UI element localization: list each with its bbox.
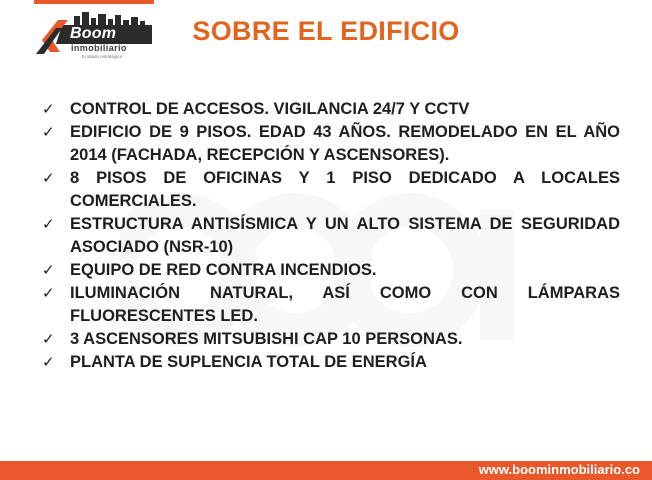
list-item-text: CONTROL DE ACCESOS. VIGILANCIA 24/7 Y CCTV <box>70 100 470 118</box>
page-title: SOBRE EL EDIFICIO <box>192 16 460 46</box>
features-list <box>42 98 620 374</box>
checkmark-icon: ✓ <box>42 284 55 302</box>
checkmark-icon: ✓ <box>42 353 55 371</box>
logo-subtitle: inmobiliario <box>71 43 127 53</box>
list-item-text: EDIFICIO DE 9 PISOS. EDAD 43 AÑOS. REMODELADO EN EL AÑO 2014 (FACHADA, RECEPCIÓN Y ASCENSORES). <box>70 123 620 164</box>
list-item-text: 8 PISOS DE OFICINAS Y 1 PISO DEDICADO A LOCALES COMERCIALES. <box>70 169 620 210</box>
list-item <box>42 213 620 259</box>
list-item <box>42 282 620 328</box>
list-item <box>42 121 620 167</box>
checkmark-icon: ✓ <box>42 330 55 348</box>
checkmark-icon: ✓ <box>42 100 55 118</box>
list-item <box>42 259 620 282</box>
list-item <box>42 351 620 374</box>
checkmark-icon: ✓ <box>42 169 55 187</box>
list-item <box>42 167 620 213</box>
list-item-text: 3 ASCENSORES MITSUBISHI CAP 10 PERSONAS. <box>70 330 463 348</box>
footer-bar <box>0 461 652 480</box>
list-item <box>42 328 620 351</box>
list-item-text: ESTRUCTURA ANTISÍSMICA Y UN ALTO SISTEMA DE SEGURIDAD ASOCIADO (NSR-10) <box>70 215 620 256</box>
list-item-text: PLANTA DE SUPLENCIA TOTAL DE ENERGÍA <box>70 353 427 371</box>
list-item-text: ILUMINACIÓN NATURAL, ASÍ COMO CON LÁMPARAS FLUORESCENTES LED. <box>70 284 620 325</box>
website-link[interactable]: www.boominmobiliario.co <box>478 462 640 477</box>
checkmark-icon: ✓ <box>42 123 55 141</box>
logo-tagline: tu aliado estratégico <box>82 54 123 59</box>
list-item <box>42 98 620 121</box>
logo-brand: Boom <box>70 25 117 42</box>
checkmark-icon: ✓ <box>42 261 55 279</box>
checkmark-icon: ✓ <box>42 215 55 233</box>
list-item-text: EQUIPO DE RED CONTRA INCENDIOS. <box>70 261 377 279</box>
top-accent-bar <box>34 0 154 4</box>
